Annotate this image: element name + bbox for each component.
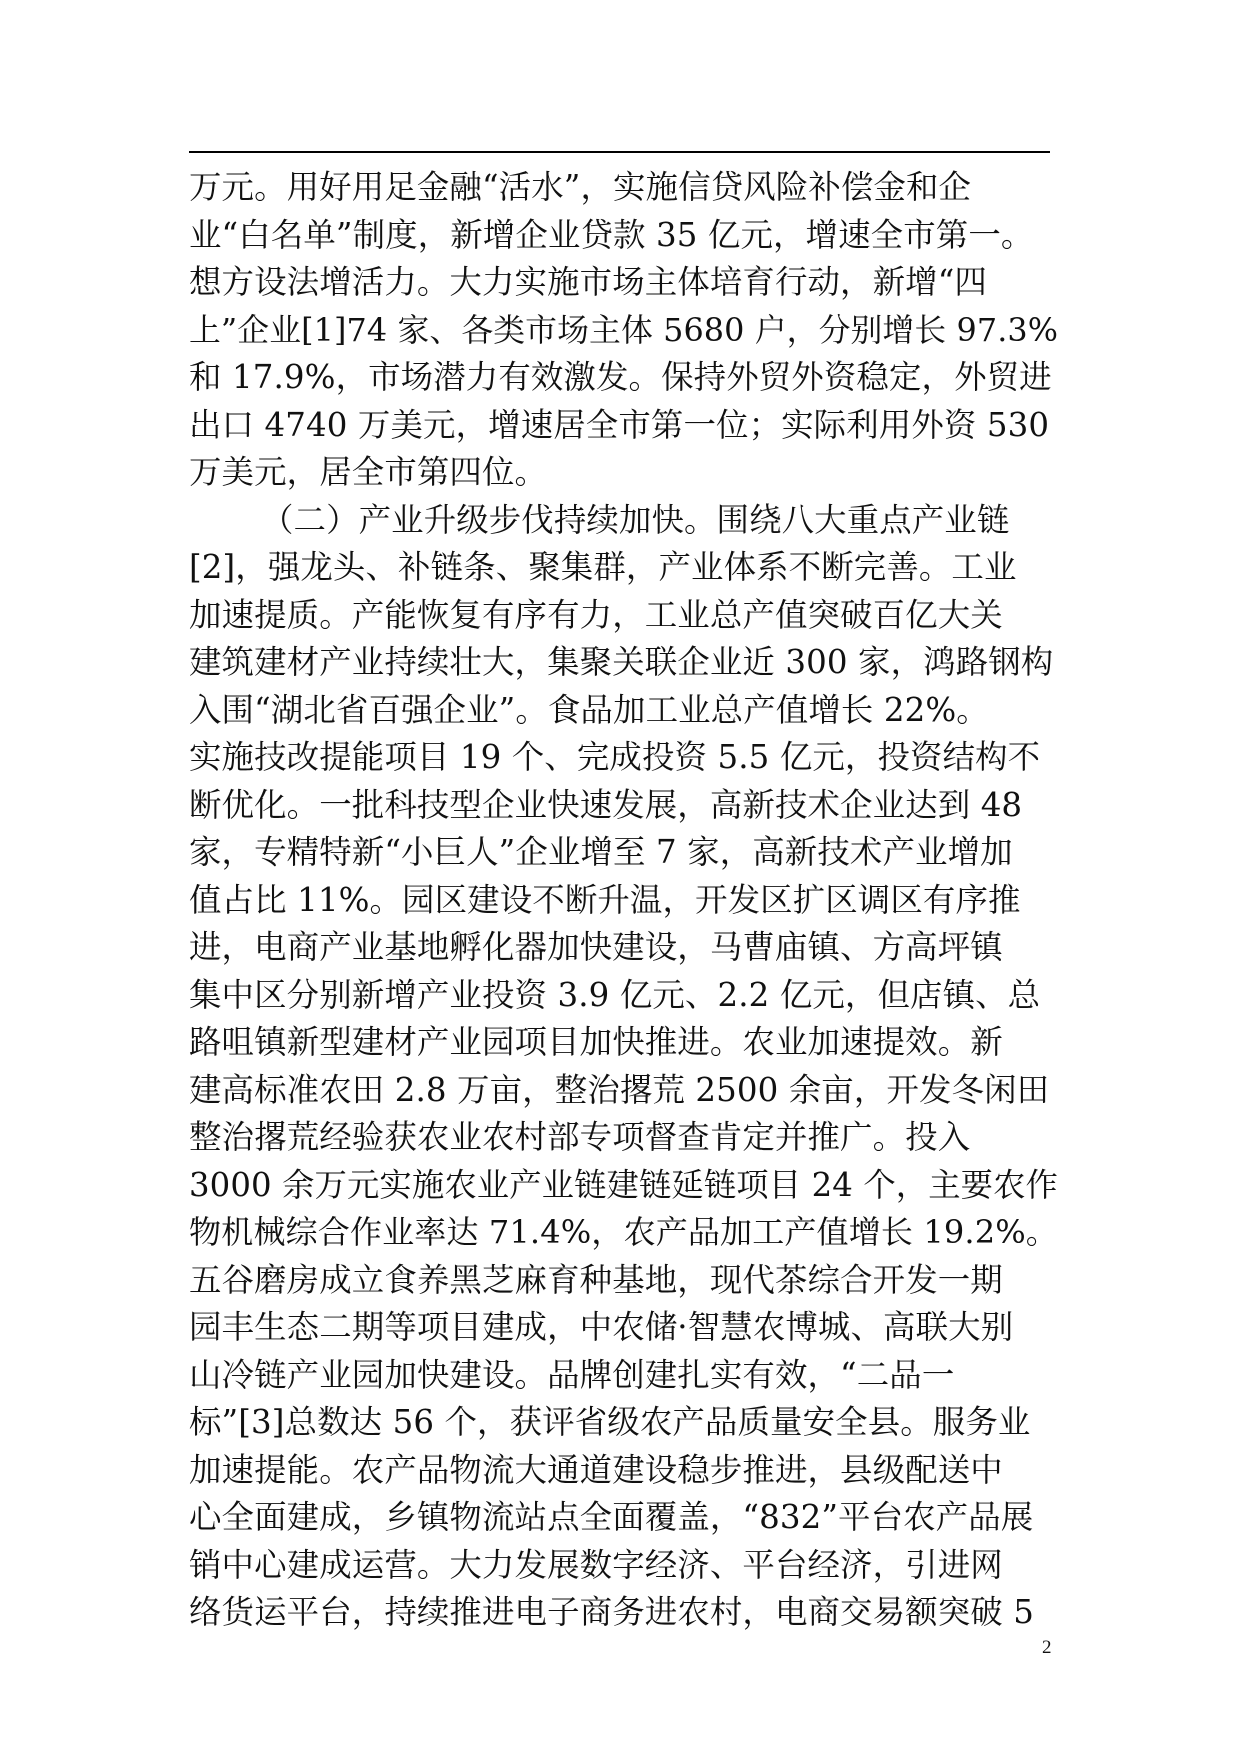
text-line: 建筑建材产业持续壮大，集聚关联企业近 300 家，鸿路钢构	[189, 643, 1054, 681]
text-line: 加速提能。农产品物流大通道建设稳步推进，县级配送中	[189, 1450, 1003, 1489]
text-line: 业“白名单”制度，新增企业贷款 35 亿元，增速全市第一。	[189, 215, 1034, 254]
text-line: 整治撂荒经验获农业农村部专项督查肯定并推广。投入	[189, 1118, 971, 1156]
text-line: 3000 余万元实施农业产业链建链延链项目 24 个，主要农作	[189, 1165, 1058, 1204]
text-line: 想方设法增活力。大力实施市场主体培育行动，新增“四	[189, 263, 987, 301]
text-line: 五谷磨房成立食养黑芝麻育种基地，现代茶综合开发一期	[189, 1260, 1003, 1299]
text-line: 家，专精特新“小巨人”企业增至 7 家，高新技术产业增加	[189, 833, 1013, 871]
text-line: 集中区分别新增产业投资 3.9 亿元、2.2 亿元，但店镇、总	[189, 975, 1041, 1014]
text-line: 上”企业[1]74 家、各类市场主体 5680 户，分别增长 97.3%	[189, 310, 1059, 349]
text-line: 万美元，居全市第四位。	[189, 453, 548, 491]
text-line: 加速提质。产能恢复有序有力，工业总产值突破百亿大关	[189, 595, 1003, 634]
page-number: 2	[1042, 1637, 1052, 1658]
text-line: 值占比 11%。园区建设不断升温，开发区扩区调区有序推	[189, 880, 1021, 919]
text-line: 标”[3]总数达 56 个，获评省级农产品质量安全县。服务业	[189, 1403, 1031, 1441]
text-line: 断优化。一批科技型企业快速发展，高新技术企业达到 48	[189, 785, 1023, 824]
paragraph-start-line: （二）产业升级步伐持续加快。围绕八大重点产业链	[261, 500, 1010, 539]
text-line: 出口 4740 万美元，增速居全市第一位；实际利用外资 530	[189, 405, 1050, 444]
text-line: 山冷链产业园加快建设。品牌创建扎实有效，“二品一	[189, 1355, 955, 1394]
text-line: 络货运平台，持续推进电子商务进农村，电商交易额突破 5	[189, 1593, 1034, 1631]
text-line: 建高标准农田 2.8 万亩，整治撂荒 2500 余亩，开发冬闲田	[189, 1070, 1050, 1109]
text-line: 园丰生态二期等项目建成，中农储·智慧农博城、高联大别	[189, 1308, 1014, 1346]
text-line: 万元。用好用足金融“活水”，实施信贷风险补偿金和企	[189, 168, 972, 206]
text-line: 和 17.9%，市场潜力有效激发。保持外贸外资稳定，外贸进	[189, 358, 1052, 396]
text-line: 销中心建成运营。大力发展数字经济、平台经济，引进网	[189, 1545, 1003, 1584]
text-line: 路咀镇新型建材产业园项目加快推进。农业加速提效。新	[189, 1023, 1003, 1061]
text-line: 进，电商产业基地孵化器加快建设，马曹庙镇、方高坪镇	[189, 928, 1003, 966]
text-line: 入围“湖北省百强企业”。食品加工业总产值增长 22%。	[189, 690, 989, 729]
text-line: 物机械综合作业率达 71.4%，农产品加工产值增长 19.2%。	[189, 1213, 1058, 1251]
text-line: 实施技改提能项目 19 个、完成投资 5.5 亿元，投资结构不	[189, 738, 1041, 776]
body-text	[189, 164, 1059, 1637]
text-line: [2]，强龙头、补链条、聚集群，产业体系不断完善。工业	[189, 548, 1017, 586]
header-rule	[189, 151, 1050, 153]
text-line: 心全面建成，乡镇物流站点全面覆盖，“832”平台农产品展	[189, 1498, 1034, 1536]
